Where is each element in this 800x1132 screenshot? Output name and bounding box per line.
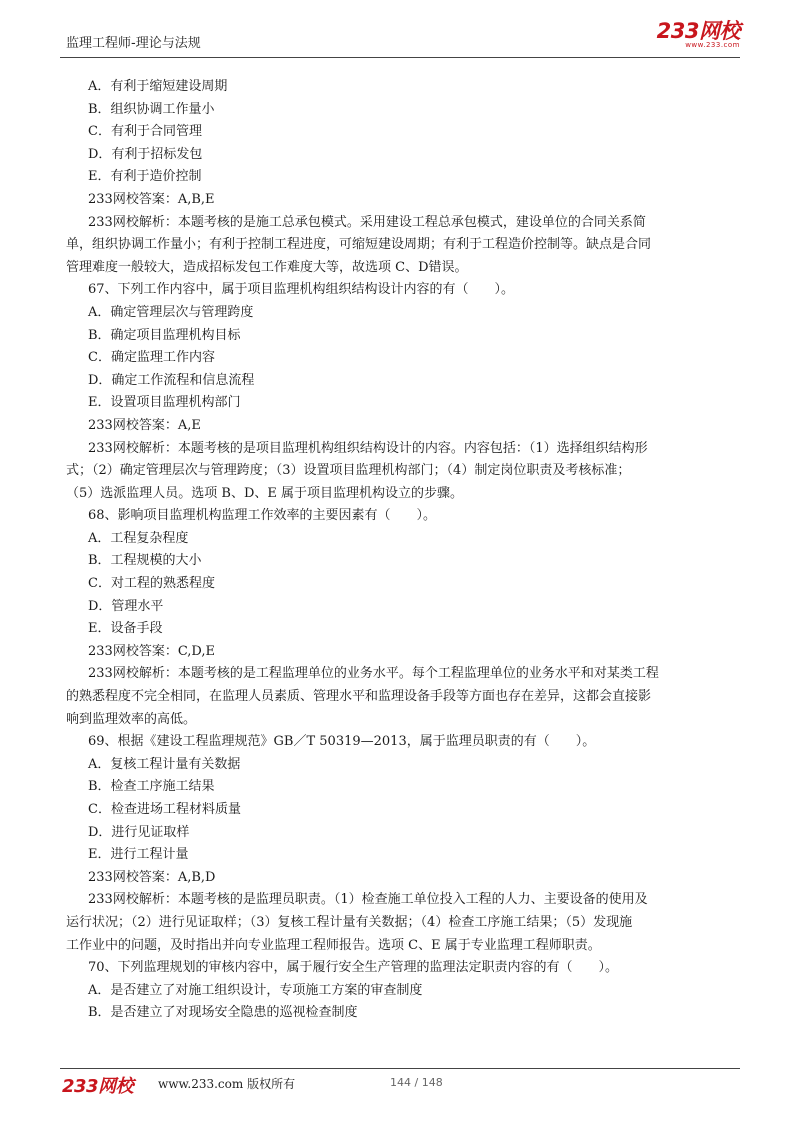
text-line: 70、下列监理规划的审核内容中，属于履行安全生产管理的监理法定职责内容的有（ ）。	[88, 960, 619, 976]
text-line: D．有利于招标发包	[88, 146, 203, 162]
text-line: 233网校解析：本题考核的是工程监理单位的业务水平。每个工程监理单位的业务水平和对某类工程	[88, 666, 659, 682]
page-footer	[62, 1072, 742, 1096]
text-line: 233网校答案：A,E	[88, 417, 201, 433]
text-line: 68、影响项目监理机构监理工作效率的主要因素有（ ）。	[88, 508, 437, 524]
text-line: 233网校答案：A,B,D	[88, 869, 216, 885]
copyright-text: www.233.com 版权所有	[158, 1077, 296, 1091]
text-line: B．检查工序施工结果	[88, 779, 215, 795]
text-line: D．管理水平	[88, 598, 164, 614]
text-line: A．有利于缩短建设周期	[88, 79, 228, 94]
text-line: C．检查进场工程材料质量	[88, 802, 241, 817]
text-line: （5）选派监理人员。选项 B、D、E 属于项目监理机构设立的步骤。	[66, 485, 464, 501]
text-line: 工作业中的问题，及时指出并向专业监理工程师报告。选项 C、E 属于专业监理工程师职责。	[66, 937, 601, 953]
text-line: B．是否建立了对现场安全隐患的巡视检查制度	[88, 1005, 358, 1021]
text-line: 管理难度一般较大，造成招标发包工作难度大等，故选项 C、D错误。	[66, 259, 468, 275]
text-line: 233网校答案：C,D,E	[88, 643, 216, 659]
text-line: 69、根据《建设工程监理规范》GB／T 50319—2013，属于监理员职责的有（ ）。	[88, 734, 596, 750]
text-line: C．确定监理工作内容	[88, 350, 215, 366]
text-line: E．有利于造价控制	[88, 169, 202, 185]
brand-logo	[657, 20, 740, 49]
text-line: E．进行工程计量	[88, 847, 189, 863]
text-line: 233网校解析：本题考核的是监理员职责。（1）检查施工单位投入工程的人力、主要设备的使用及	[88, 892, 648, 908]
logo-text: 233网校	[656, 19, 740, 43]
document-body	[66, 76, 738, 1025]
text-line: E．设备手段	[88, 621, 163, 637]
text-line: B．工程规模的大小	[88, 553, 202, 569]
text-line: 233网校答案：A,B,E	[88, 191, 215, 207]
footer-divider	[60, 1068, 740, 1069]
text-line: 233网校解析：本题考核的是项目监理机构组织结构设计的内容。内容包括：（1）选择组织结构形	[88, 440, 648, 456]
text-line: 67、下列工作内容中，属于项目监理机构组织结构设计内容的有（ ）。	[88, 282, 515, 298]
text-line: B．确定项目监理机构目标	[88, 327, 241, 343]
page-number: 144 / 148	[390, 1076, 443, 1089]
text-line: A．工程复杂程度	[88, 530, 189, 546]
text-line: D．进行见证取样	[88, 824, 190, 840]
text-line: A．是否建立了对施工组织设计，专项施工方案的审查制度	[88, 982, 423, 998]
text-line: 的熟悉程度不完全相同，在监理人员素质、管理水平和监理设备手段等方面也存在差异，这都会直接影	[66, 689, 652, 705]
text-line: B．组织协调工作量小	[88, 101, 215, 117]
logo-url: www.233.com	[685, 41, 740, 49]
text-line: C．对工程的熟悉程度	[88, 576, 215, 592]
text-line: C．有利于合同管理	[88, 124, 202, 140]
text-line: A．复核工程计量有关数据	[88, 756, 241, 772]
page-header	[60, 18, 740, 58]
text-line: 运行状况；（2）进行见证取样；（3）复核工程计量有关数据；（4）检查工序施工结果；（5）发现施	[66, 914, 633, 930]
text-line: A．确定管理层次与管理跨度	[88, 304, 254, 320]
text-line: 式；（2）确定管理层次与管理跨度；（3）设置项目监理机构部门；（4）制定岗位职责及考核标准；	[66, 463, 631, 479]
text-line: D．确定工作流程和信息流程	[88, 372, 255, 388]
text-line: 233网校解析：本题考核的是施工总承包模式。采用建设工程总承包模式，建设单位的合同关系简	[88, 214, 646, 230]
document-title: 监理工程师-理论与法规	[66, 36, 201, 51]
text-line: E．设置项目监理机构部门	[88, 395, 241, 411]
text-line: 响到监理效率的高低。	[66, 711, 197, 727]
text-line: 单，组织协调工作量小；有利于控制工程进度，可缩短建设周期；有利于工程造价控制等。缺点是合同	[66, 237, 652, 253]
header-divider	[60, 57, 740, 58]
footer-logo: 233网校	[62, 1076, 134, 1097]
